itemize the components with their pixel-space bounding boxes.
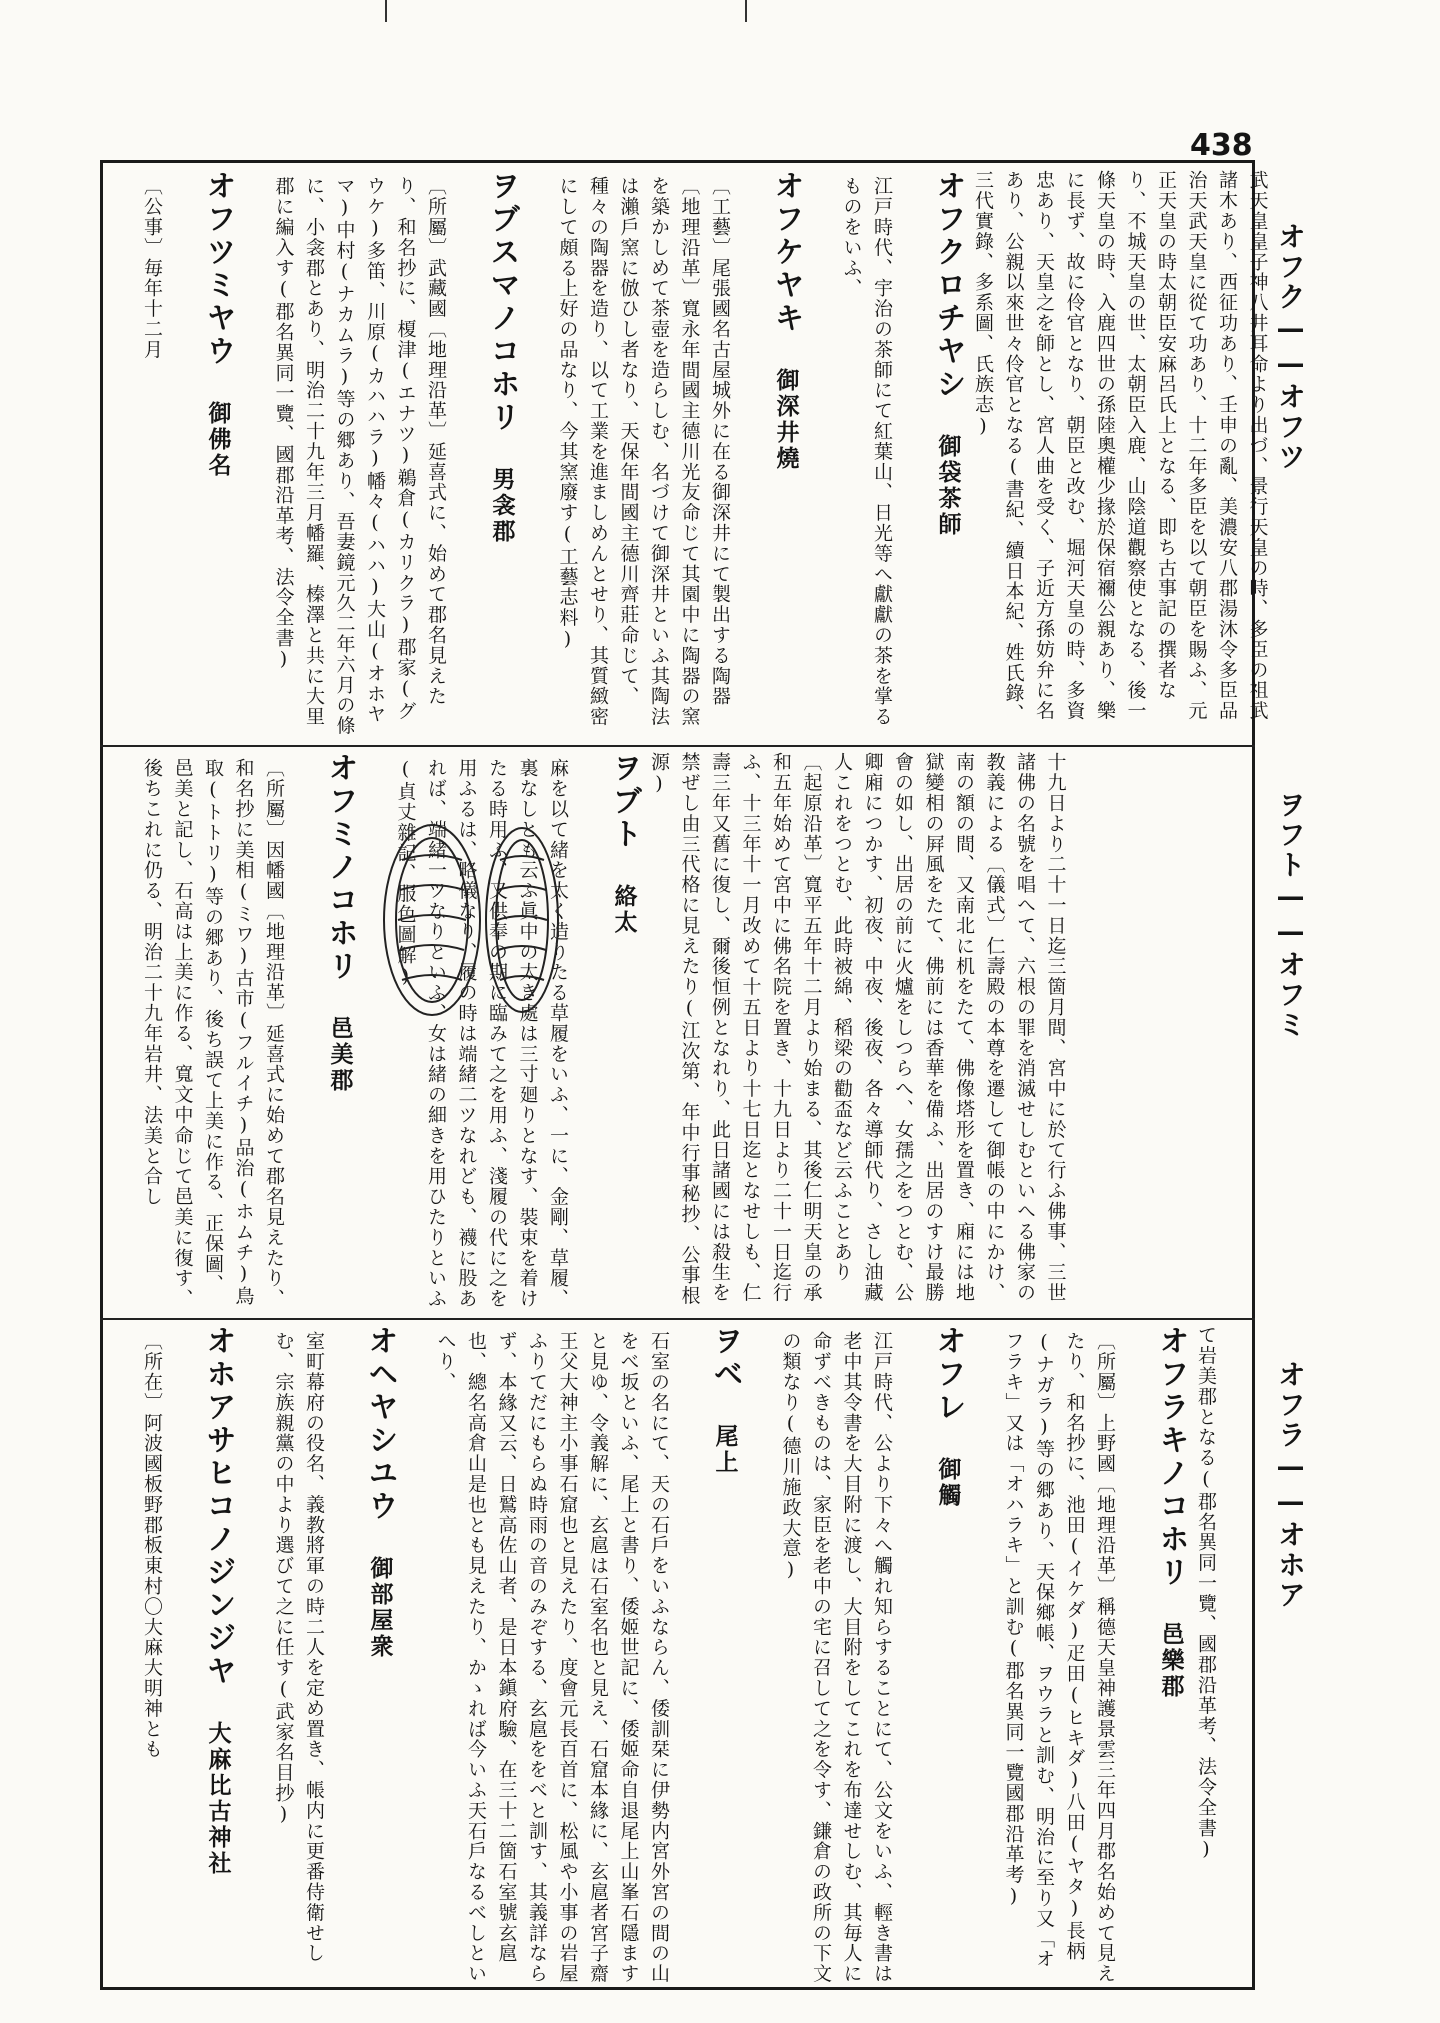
panel-bottom-text — [106, 1325, 1252, 1985]
entry-heading: オヘヤシユウ 御部屋衆 — [362, 1325, 398, 1660]
entry-heading: ヲブスマノコホリ 男衾郡 — [484, 170, 520, 545]
continuation-text: て岩美郡となる(郡名異同一覽、國郡沿革考、法令全書) — [1195, 1325, 1217, 1862]
entry-body: 〔工藝〕尾張國名古屋城外に在る御深井にて製出する陶器〔地理沿革〕寬永年間國主德川光友命じて其園中に陶器の窯を築かしめて茶壺を造らしむ、名づけて御深井といふ其陶法は瀨戶窯に倣ひし者なり、天保年間國主德川齊莊命じて、種々の陶器を造り、以て工業を進ましめんとせり、其質緻密にして頗る上好の品なり、今其窯廢す(工藝志料) — [556, 176, 731, 727]
entry-body: 〔公事〕毎年十二月 — [141, 176, 163, 360]
entry-heading: ヲブト 絡太 — [606, 752, 642, 936]
margin-mark — [745, 0, 747, 22]
section-divider-bottom — [100, 1318, 1255, 1320]
entry-heading: オフレ 御觸 — [930, 1325, 966, 1509]
entry-body: 麻を以て緒を太く造りたる草履をいふ、一に、金剛、草履、裏なしとも云ふ眞中の太き處は三寸廻りとなす、裝束を着けたる時用ふ、又供奉の期に臨みて之を用ふ、淺履の代に之を用ふるは、略儀なり、履の時は端緒二ツなれども、襪に股あれば、端緒一ツなりといふ、女は緒の細きを用ひたりといふ(貞丈雜記、服色圖解) — [394, 758, 569, 1309]
entry-body: 室町幕府の役名、義教將軍の時二人を定め置き、帳内に更番侍衛せしむ、宗族親黨の中より選びて之に任す(武家名目抄) — [272, 1331, 325, 1964]
entry-body: 〔所屬〕武藏國〔地理沿革〕延喜式に、始めて郡名見えたり、和名抄に、榎津(エナツ)鵜倉(カリクラ)郡家(グウケ)多笛、川原(カハハラ)幡々(ハハ)大山(オホヤマ)中村(ナカムラ)等の郷あり、吾妻鏡元久二年六月の條に、小衾郡とあり、明治二十九年三月幡羅、榛澤と共に大里郡に編入す(郡名異同一覽、國郡沿革考、法令全書) — [272, 176, 447, 736]
entry-heading: オフツミヤウ 御佛名 — [200, 170, 236, 479]
entry-body: 〔所在〕阿波國板野郡板東村〇大麻大明神とも — [141, 1331, 163, 1760]
sandal-illustration — [372, 800, 562, 1030]
running-head-middle: ヲフト——オフミ — [1274, 790, 1307, 1040]
continuation-text: 武天皇皇子神八井耳命より出づ、景行天皇の時、多臣の祖武諸木あり、西征功あり、壬申の亂、美濃安八郡湯沐令多臣品治天武天皇に從て功あり、十二年多臣を以て朝臣を賜ふ、元正天皇の時太朝臣安麻呂氏上となる、即ち古事記の撰者なり、不城天皇の世、太朝臣入鹿、山陰道觀察使となる、後一條天皇の時、入鹿四世の孫陸奧權少掾於保宿禰公親あり、樂に長ず、故に伶官となり、朝臣と改む、堀河天皇の時、多資忠あり、天皇之を師とし、宮人曲を受く、子近方孫妨弁に名あり、公親以來世々伶官となる(書紀、續日本紀、姓氏錄、三代實錄、多系圖、氏族志) — [972, 170, 1269, 724]
entry-body: 石室の名にて、天の石戶をいふならん、倭訓栞に伊勢内宮外宮の間の山をべ坂といふ、尾上と書り、倭姬世記に、倭姬命自退尾上山峯石隱ますと見ゆ、令義解に、玄扈は石室名也と見え、石窟本緣に、玄扈者宮子齋王父大神主小事石窟也と見えたり、度會元長百首に、松風や小事の岩屋ふりてだにもらぬ時雨の音のみぞする、玄扈ををべと訓す、其義詳ならず、本緣又云、日鷲高佐山者、是日本鎭府驗、在三十二箇石室號玄扈也、總名高倉山是也とも見えたり、かゝれば今いふ天石戶なるべしといへり、 — [434, 1331, 670, 1984]
page-number: 438 — [1190, 128, 1253, 163]
panel-top — [106, 170, 1269, 740]
entry-heading: オホアサヒコノジンジヤ 大麻比古神社 — [200, 1325, 236, 1877]
entry-heading: オフラキノコホリ 邑樂郡 — [1153, 1325, 1189, 1700]
entry-heading: ヲベ 尾上 — [707, 1325, 743, 1476]
continuation-text: 十九日より二十一日迄三箇月間、宮中に於て行ふ佛事、三世諸佛の名號を唱へて、六根の罪を消滅せしむといへる佛家の教義による〔儀式〕仁壽殿の本尊を遷して御帳の中にかけ、南の額の間、又南北に机をたて、佛像塔形を置き、廂には地獄變相の屛風をたて、佛前には香華を備ふ、出居のすけ最勝會の如し、出居の前に火爐をしつらへ、女孺之をつとむ、公卿廂につかす、初夜、中夜、後夜、各々導師代り、さし油藏人これをつとむ、此時被綿、稻梁の勸盃など云ふことあり〔起原沿革〕寬平五年十二月より始まる、其後仁明天皇の承和五年始めて宮中に佛名院を置き、十九日より二十一日迄行ふ、十三年十一月改めて十五日より十七日迄となせしも、仁壽三年又舊に復し、爾後恒例となれり、此日諸國には殺生を禁ぜし由三代格に見えたり(江次第、年中行事秘抄、公事根源) — [648, 752, 1067, 1306]
running-head-bottom: オフラ——オホア — [1274, 1360, 1307, 1610]
panel-top-text — [106, 170, 1303, 740]
entry-body: 〔所屬〕因幡國〔地理沿革〕延喜式に始めて郡名見えたり、和名抄に美相(ミワ)古市(フルイチ)品治(ホムチ)鳥取(トトリ)等の郷あり、後ち誤て上美に作る、正保圖、邑美と記し、石高は上美に作る、寬文中命じて邑美に復す、後ちこれに仍る、明治二十九年岩井、法美と合し — [141, 758, 285, 1309]
entry-heading: オフクロチヤシ 御袋茶師 — [930, 170, 966, 538]
section-divider-top — [100, 745, 1255, 747]
panel-bottom — [106, 1325, 1246, 1985]
entry-heading: オフケヤキ 御深井燒 — [768, 170, 804, 472]
entry-heading: オフミノコホリ 邑美郡 — [322, 752, 358, 1094]
panel-middle — [106, 752, 1246, 1312]
entry-body: 〔所屬〕上野國〔地理沿革〕稱德天皇神護景雲三年四月郡名始めて見えたり、和名抄に、池田(イケダ)疋田(ヒキダ)八田(ヤタ)長柄(ナガラ)等の郷あり、天保鄉帳、ヲウラと訓む、明治に至り又「オフラキ」又は「オハラキ」と訓む(郡名異同一覽國郡沿革考) — [1002, 1331, 1116, 1984]
margin-mark — [385, 0, 387, 22]
entry-body: 江戸時代、宇治の茶師にて紅葉山、日光等へ獻獻の茶を掌るものをいふ、 — [840, 176, 893, 727]
panel-middle-text — [106, 752, 1101, 1312]
running-head-top: オフク——オフツ — [1274, 222, 1307, 472]
entry-body: 江戸時代、公より下々へ觸れ知らすることにて、公文をいふ、輕き書は老中其令書を大目附に渡し、大目附をしてこれを布達せしむ、其毎人に命ずべきものは、家臣を老中の宅に召して之を令す、鎌倉の政所の下文の類なり(德川施政大意) — [779, 1331, 893, 1984]
